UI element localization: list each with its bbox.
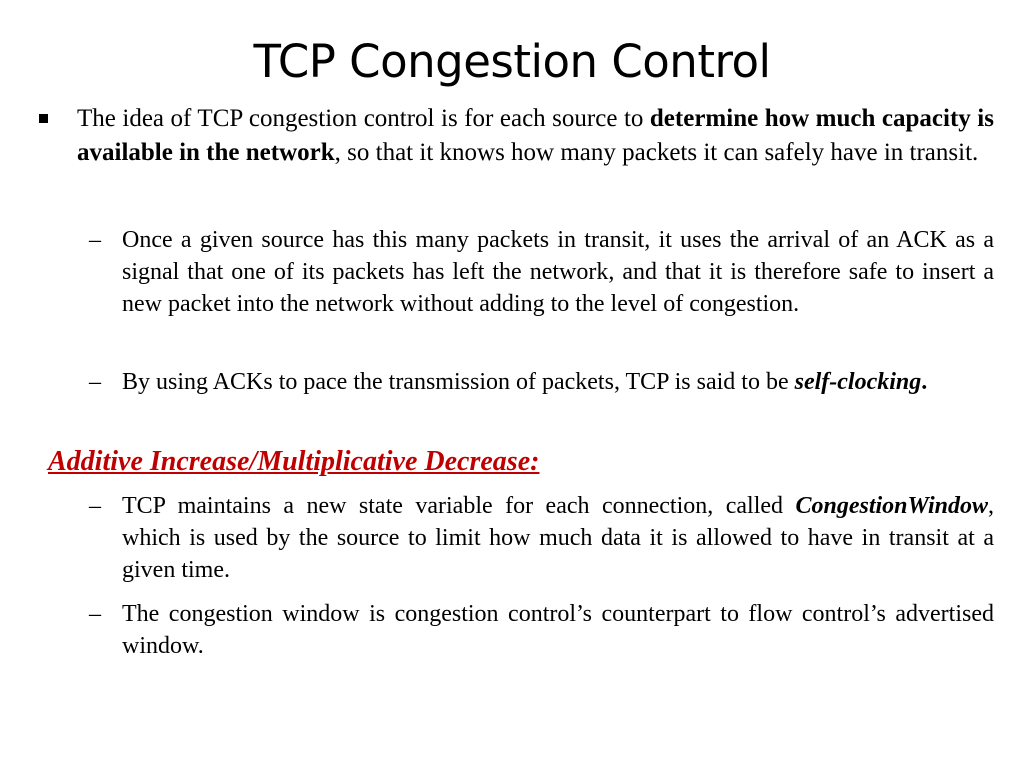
slide-title: TCP Congestion Control xyxy=(253,35,771,88)
bullet-1-text-b: , so that it knows how many packets it can safely have in transit. xyxy=(334,139,979,166)
sub-bullet-1: Once a given source has this many packets in transit, it uses the arrival of an ACK as a signal that one of its packets has left the network, and that it is therefore safe to insert a new packet into the network without adding to the level of congestion. xyxy=(122,227,994,317)
bullet-1-emphasis: determine how much capacity is available in the network xyxy=(77,105,994,166)
sub-bullet-3-text-b: , which is used by the source to limit how much data it is allowed to have in transit at a given time. xyxy=(122,493,994,583)
bullet-1 xyxy=(77,102,994,170)
bullet-1-text-a: The idea of TCP congestion control is for each source to xyxy=(77,105,650,132)
sub-bullet-3-text-a: TCP maintains a new state variable for each connection, called xyxy=(122,493,796,519)
dash-icon: – xyxy=(89,493,101,519)
sub-bullet-2 xyxy=(122,366,994,398)
dash-icon: – xyxy=(89,369,101,395)
sub-bullet-4: The congestion window is congestion control’s counterpart to flow control’s advertised window. xyxy=(122,601,994,659)
sub-bullet-3 xyxy=(122,490,994,586)
sub-bullet-2-emphasis: self-clocking xyxy=(794,369,922,395)
dash-icon: – xyxy=(89,227,101,253)
section-heading: Additive Increase/Multiplicative Decrease: xyxy=(48,446,540,477)
square-bullet-icon xyxy=(39,114,48,123)
sub-bullet-2-text: By using ACKs to pace the transmission of packets, TCP is said to be xyxy=(122,369,795,395)
sub-bullet-2-period: . xyxy=(921,369,928,395)
dash-icon: – xyxy=(89,601,101,627)
sub-bullet-3-emphasis: CongestionWindow xyxy=(795,493,988,519)
